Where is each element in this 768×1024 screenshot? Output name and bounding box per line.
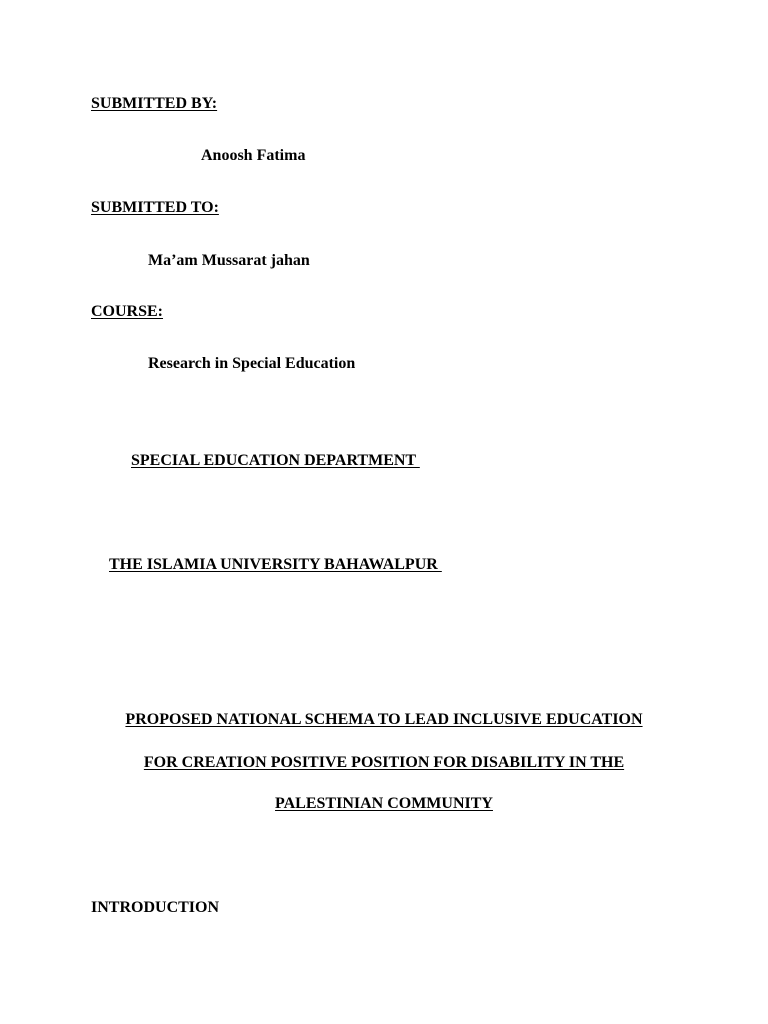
course-heading: COURSE: [91, 303, 164, 320]
title-line-2: FOR CREATION POSITIVE POSITION FOR DISABILITY IN THE [143, 754, 625, 771]
submitted-to-name: Ma’am Mussarat jahan [148, 252, 310, 269]
submitted-by-name: Anoosh Fatima [201, 147, 306, 164]
title-line-3: PALESTINIAN COMMUNITY [275, 795, 493, 812]
submitted-to-heading: SUBMITTED TO: [91, 199, 219, 216]
title-line-1: PROPOSED NATIONAL SCHEMA TO LEAD INCLUSIVE EDUCATION [125, 711, 643, 728]
submitted-by-heading: SUBMITTED BY: [91, 95, 218, 112]
introduction-heading: INTRODUCTION [91, 899, 220, 916]
department-name: SPECIAL EDUCATION DEPARTMENT [131, 452, 420, 469]
course-name: Research in Special Education [148, 355, 356, 372]
university-name: THE ISLAMIA UNIVERSITY BAHAWALPUR [109, 556, 442, 573]
